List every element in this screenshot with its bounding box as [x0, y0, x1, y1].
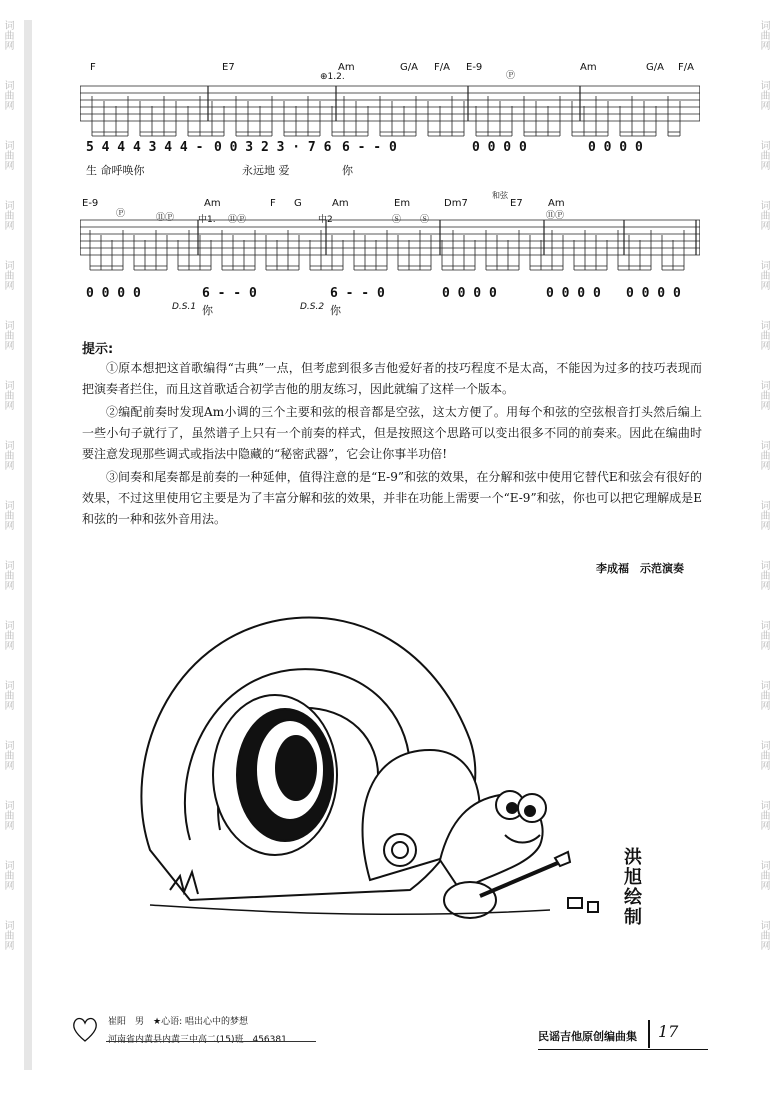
section-mark: 中1. [198, 215, 216, 225]
chord-label: E7 [510, 198, 523, 209]
watermark-glyph: 词曲网 [2, 920, 13, 950]
numbered-notation [80, 140, 700, 158]
watermark-glyph: 词曲网 [2, 500, 13, 530]
watermark-glyph: 词曲网 [758, 380, 769, 410]
ds-mark: D.S.1 [172, 302, 197, 312]
chord-row [80, 191, 700, 225]
watermark-glyph: 词曲网 [758, 860, 769, 890]
hint-paragraph: ③间奏和尾奏都是前奏的一种延伸，值得注意的是“E-9”和弦的效果，在分解和弦中使用它替代E和弦会有很好的效果，不过这里使用它主要是为了丰富分解和弦的效果，并非在功能上需要一个“E-9”和弦，你也可以把它理解成是E和弦的一种和弦外音用法。 [82, 470, 702, 526]
chord-label: G/A [646, 62, 664, 73]
watermark-glyph: 词曲网 [2, 140, 13, 170]
watermark-glyph: 词曲网 [758, 560, 769, 590]
chord-label: Em [394, 198, 411, 209]
watermark-glyph: 词曲网 [2, 200, 13, 230]
chord-label: G/A [400, 62, 418, 73]
notation-measure: 0 0 0 0 [588, 140, 643, 155]
notation-measure: 0 0 3 2 3 · 7 6 [214, 140, 332, 155]
watermark-glyph: 词曲网 [2, 380, 13, 410]
chord-label: F [270, 198, 276, 209]
lyric-text: 你 [342, 164, 353, 177]
chord-label: Am [332, 198, 349, 209]
lyric-text: 你 [330, 304, 341, 317]
slide-mark: Ⓢ [420, 215, 430, 225]
notation-measure: 6 - - 0 [342, 140, 397, 155]
chord-label: E7 [222, 62, 235, 73]
chord-label: F/A [678, 62, 694, 73]
chord-label: Dm7 [444, 198, 468, 209]
pull-off-mark: Ⓟ [116, 209, 126, 219]
contributor-line: 崔阳 男 ★心语: 唱出心中的梦想 [108, 1017, 248, 1027]
watermark-glyph: 词曲网 [2, 440, 13, 470]
watermark-glyph: 词曲网 [2, 260, 13, 290]
watermark-glyph: 词曲网 [2, 680, 13, 710]
watermark-glyph: 词曲网 [758, 20, 769, 50]
chord-label: Am [580, 62, 597, 73]
contributor-address: 河南省内黄县内黄三中高二(15)班 456381 [108, 1035, 287, 1045]
lyrics-row [80, 302, 700, 316]
performer-credit: 李成福 示范演奏 [596, 562, 684, 575]
watermark-glyph: 词曲网 [758, 320, 769, 350]
footer-contributor [70, 1012, 310, 1054]
lyric-text: 生 命呼唤你 [86, 164, 145, 177]
watermark-glyph: 词曲网 [2, 560, 13, 590]
chord-label: E-9 [466, 62, 483, 73]
chord-label: F/A [434, 62, 450, 73]
tab-staff [80, 216, 700, 276]
tab-staff [80, 80, 700, 146]
hammer-mark: ⑪Ⓟ [546, 211, 565, 221]
watermark-glyph: 词曲网 [758, 140, 769, 170]
heart-icon [70, 1014, 100, 1044]
chord-row [80, 62, 700, 82]
watermark-column-right [756, 20, 770, 1070]
watermark-glyph: 词曲网 [758, 500, 769, 530]
watermark-glyph: 词曲网 [2, 800, 13, 830]
section-mark: 中2 [318, 215, 333, 225]
footer-underline [538, 1049, 708, 1050]
book-title: 民谣吉他原创编曲集 [538, 1030, 637, 1043]
snail-illustration [110, 600, 610, 970]
chord-label: Am [338, 62, 355, 73]
lyric-text: 你 [202, 304, 213, 317]
watermark-glyph: 词曲网 [758, 260, 769, 290]
ds-mark: D.S.2 [300, 302, 325, 312]
watermark-glyph: 词曲网 [758, 740, 769, 770]
notation-measure: 5 4 4 4 3 4 4 - [86, 140, 204, 155]
hint-body [82, 358, 702, 532]
watermark-column-left [0, 20, 14, 1070]
slide-mark: Ⓢ [392, 215, 402, 225]
watermark-glyph: 词曲网 [2, 80, 13, 110]
hint-paragraph: ①原本想把这首歌编得“古典”一点，但考虑到很多吉他爱好者的技巧程度不是太高，不能因为过多的技巧表现而把演奏者拦住，而且这首歌适合初学吉他的朋友练习，因此就编了这样一个版本。 [82, 361, 702, 396]
scan-edge-strip [24, 20, 32, 1070]
watermark-glyph: 词曲网 [2, 740, 13, 770]
watermark-glyph: 词曲网 [2, 320, 13, 350]
watermark-glyph: 词曲网 [758, 680, 769, 710]
chord-label: E-9 [82, 198, 99, 209]
page-number-box [648, 1020, 690, 1048]
watermark-glyph: 词曲网 [758, 800, 769, 830]
illustrator-credit: 洪旭绘制 [624, 847, 642, 928]
watermark-glyph: 词曲网 [2, 620, 13, 650]
watermark-glyph: 词曲网 [758, 200, 769, 230]
notation-measure: 0 0 0 0 [86, 286, 141, 301]
watermark-glyph: 词曲网 [758, 80, 769, 110]
notation-measure: 0 0 0 0 [546, 286, 601, 301]
hammer-mark: ⑪Ⓟ [156, 213, 175, 223]
notation-measure: 0 0 0 0 [442, 286, 497, 301]
notation-measure: 0 0 0 0 [472, 140, 527, 155]
hint-paragraph: ②编配前奏时发现Am小调的三个主要和弦的根音都是空弦，这太方便了。用每个和弦的空弦根音打头然后编上一些小句子就行了，虽然谱子上只有一个前奏的样式，但是按照这个思路可以变出很多不同的前奏来。因此在编曲时要注意发现那些调式或指法中隐藏的“秘密武器”，它会让你事半功倍! [82, 405, 702, 461]
coda-mark: ⊕1.2. [320, 72, 345, 82]
pull-off-mark: Ⓟ [506, 71, 516, 81]
chord-label: Am [204, 198, 221, 209]
hint-heading: 提示: [82, 342, 114, 357]
watermark-glyph: 词曲网 [758, 920, 769, 950]
page-number: 17 [658, 1022, 679, 1041]
notation-measure: 6 - - 0 [202, 286, 257, 301]
chord-label: F [90, 62, 96, 73]
footer-divider [106, 1041, 316, 1042]
notation-measure: 0 0 0 0 [626, 286, 681, 301]
annotation: 和弦 [492, 191, 508, 200]
watermark-glyph: 词曲网 [2, 20, 13, 50]
chord-label: G [294, 198, 302, 209]
watermark-glyph: 词曲网 [758, 440, 769, 470]
hammer-mark: ⑪Ⓟ [228, 215, 247, 225]
chord-label: Am [548, 198, 565, 209]
watermark-glyph: 词曲网 [758, 620, 769, 650]
watermark-glyph: 词曲网 [2, 860, 13, 890]
notation-measure: 6 - - 0 [330, 286, 385, 301]
lyric-text: 永远地 爱 [242, 164, 290, 177]
lyrics-row [80, 162, 700, 176]
